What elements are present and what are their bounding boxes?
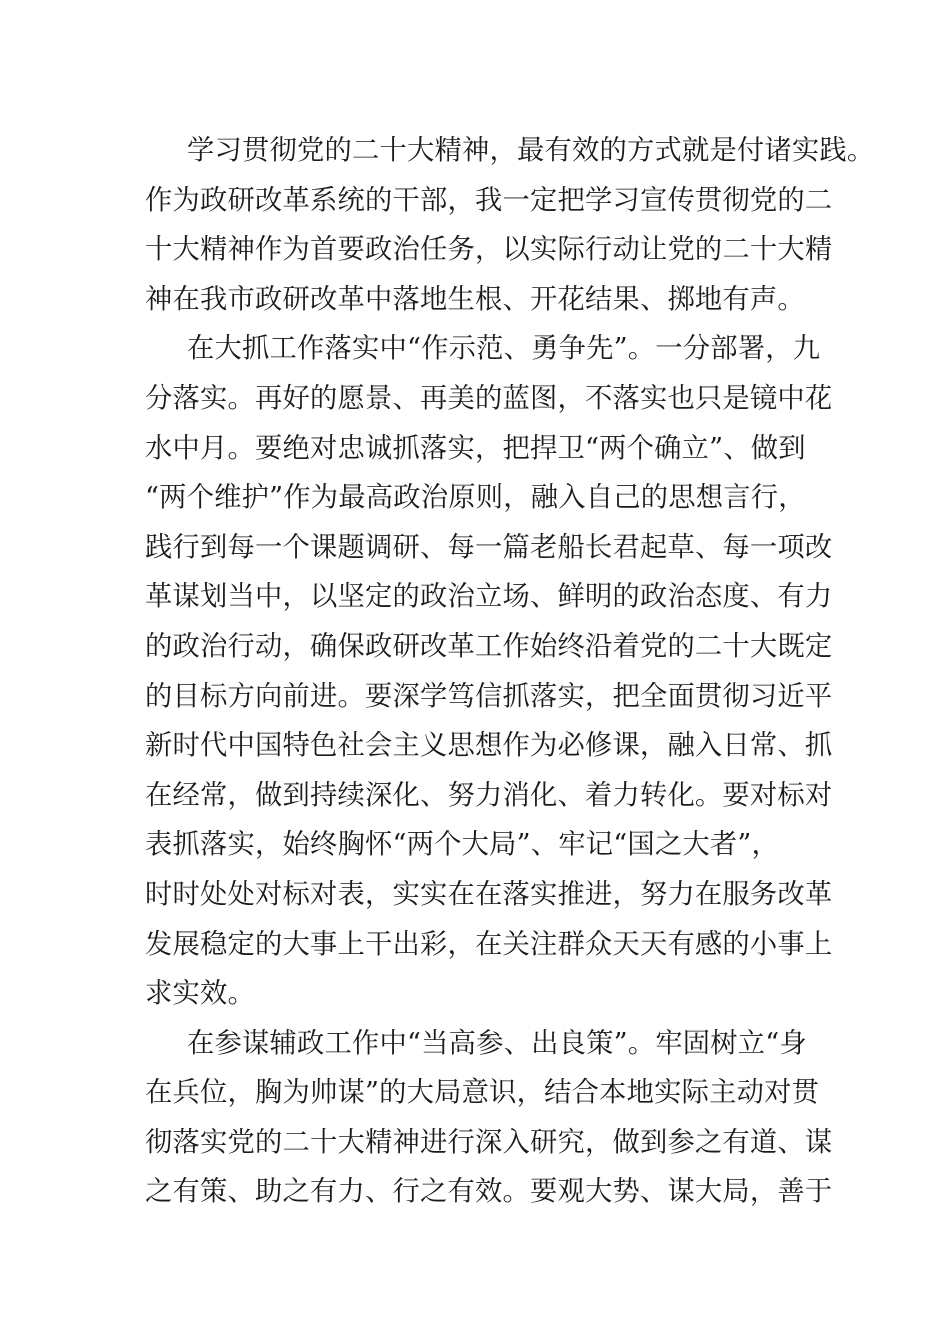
paragraph-2-line-5: 践行到每一个课题调研、每一篇老船长君起草、每一项改 bbox=[145, 531, 833, 563]
paragraph-2-line-6: 革谋划当中，以坚定的政治立场、鲜明的政治态度、有力 bbox=[145, 581, 833, 613]
document-body bbox=[145, 126, 875, 1217]
paragraph-2-line-9: 新时代中国特色社会主义思想作为必修课，融入日常、抓 bbox=[145, 730, 833, 762]
paragraph-3-line-2: 在兵位，胸为帅谋”的大局意识，结合本地实际主动对贯 bbox=[145, 1077, 820, 1109]
paragraph-2-line-8: 的目标方向前进。要深学笃信抓落实，把全面贯彻习近平 bbox=[145, 680, 833, 712]
paragraph-1-line-1: 学习贯彻党的二十大精神，最有效的方式就是付诸实践。 bbox=[187, 135, 875, 166]
paragraph-3-line-3: 彻落实党的二十大精神进行深入研究，做到参之有道、谋 bbox=[145, 1126, 833, 1158]
paragraph-2-line-10: 在经常，做到持续深化、努力消化、着力转化。要对标对 bbox=[145, 779, 833, 811]
paragraph-1-line-3: 十大精神作为首要政治任务，以实际行动让党的二十大精 bbox=[145, 234, 833, 266]
paragraph-3-line-4: 之有策、助之有力、行之有效。要观大势、谋大局，善于 bbox=[145, 1176, 833, 1208]
paragraph-2-line-3: 水中月。要绝对忠诚抓落实，把捍卫“两个确立”、做到 bbox=[145, 432, 806, 464]
paragraph-2-line-11: 表抓落实，始终胸怀“两个大局”、牢记“国之大者”， bbox=[145, 829, 780, 861]
paragraph-1-line-4: 神在我市政研改革中落地生根、开花结果、掷地有声。 bbox=[145, 283, 805, 315]
paragraph-1-line-2: 作为政研改革系统的干部，我一定把学习宣传贯彻党的二 bbox=[145, 184, 833, 216]
paragraph-2-line-7: 的政治行动，确保政研改革工作始终沿着党的二十大既定 bbox=[145, 630, 833, 662]
paragraph-2-line-4: “两个维护”作为最高政治原则，融入自己的思想言行， bbox=[145, 482, 806, 514]
paragraph-2-line-14: 求实效。 bbox=[145, 978, 255, 1010]
paragraph-2-line-12: 时时处处对标对表，实实在在落实推进，努力在服务改革 bbox=[145, 878, 833, 910]
paragraph-2-line-2: 分落实。再好的愿景、再美的蓝图，不落实也只是镜中花 bbox=[145, 382, 833, 414]
paragraph-2-line-1: 在大抓工作落实中“作示范、勇争先”。一分部署，九 bbox=[187, 333, 821, 365]
paragraph-2-line-13: 发展稳定的大事上干出彩，在关注群众天天有感的小事上 bbox=[145, 928, 833, 960]
paragraph-3-line-1: 在参谋辅政工作中“当高参、出良策”。牢固树立“身 bbox=[187, 1027, 807, 1059]
